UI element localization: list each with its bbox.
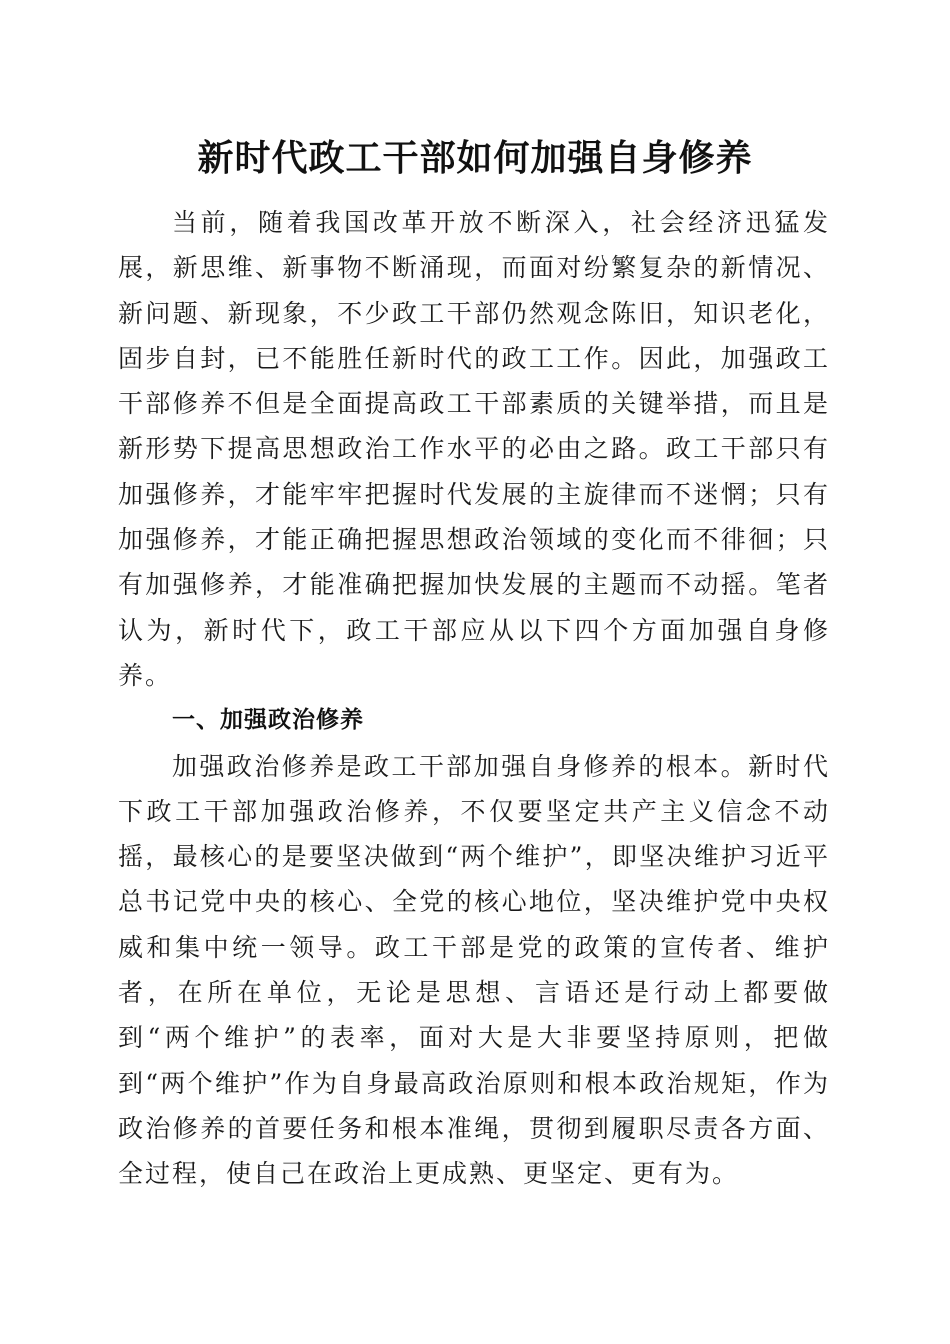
document-title: 新时代政工干部如何加强自身修养 xyxy=(197,137,753,179)
section-paragraph: 加强政治修养是政工干部加强自身修养的根本。新时代下政工干部加强政治修养，不仅要坚定共产主义信念不动摇，最核心的是要坚决做到“两个维护”，即坚决维护习近平总书记党中央的核心、全党的核心地位，坚决维护党中央权威和集中统一领导。政工干部是党的政策的宣传者、维护者，在所在单位，无论是思想、言语还是行动上都要做到“两个维护”的表率，面对大是大非要坚持原则，把做到“两个维护”作为自身最高政治原则和根本政治规矩，作为政治修养的首要任务和根本准绳，贯彻到履职尽责各方面、全过程，使自己在政治上更成熟、更坚定、更有为。 xyxy=(118,751,830,1189)
intro-paragraph: 当前，随着我国改革开放不断深入，社会经济迅猛发展，新思维、新事物不断涌现，而面对纷繁复杂的新情况、新问题、新现象，不少政工干部仍然观念陈旧，知识老化，固步自封，已不能胜任新时代的政工工作。因此，加强政工干部修养不但是全面提高政工干部素质的关键举措，而且是新形势下提高思想政治工作水平的必由之路。政工干部只有加强修养，才能牢牢把握时代发展的主旋律而不迷惘；只有加强修养，才能正确把握思想政治领域的变化而不徘徊；只有加强修养，才能准确把握加快发展的主题而不动摇。笔者认为，新时代下，政工干部应从以下四个方面加强自身修养。 xyxy=(118,208,830,690)
section-heading: 一、加强政治修养 xyxy=(172,707,364,734)
document-body xyxy=(118,200,830,1197)
